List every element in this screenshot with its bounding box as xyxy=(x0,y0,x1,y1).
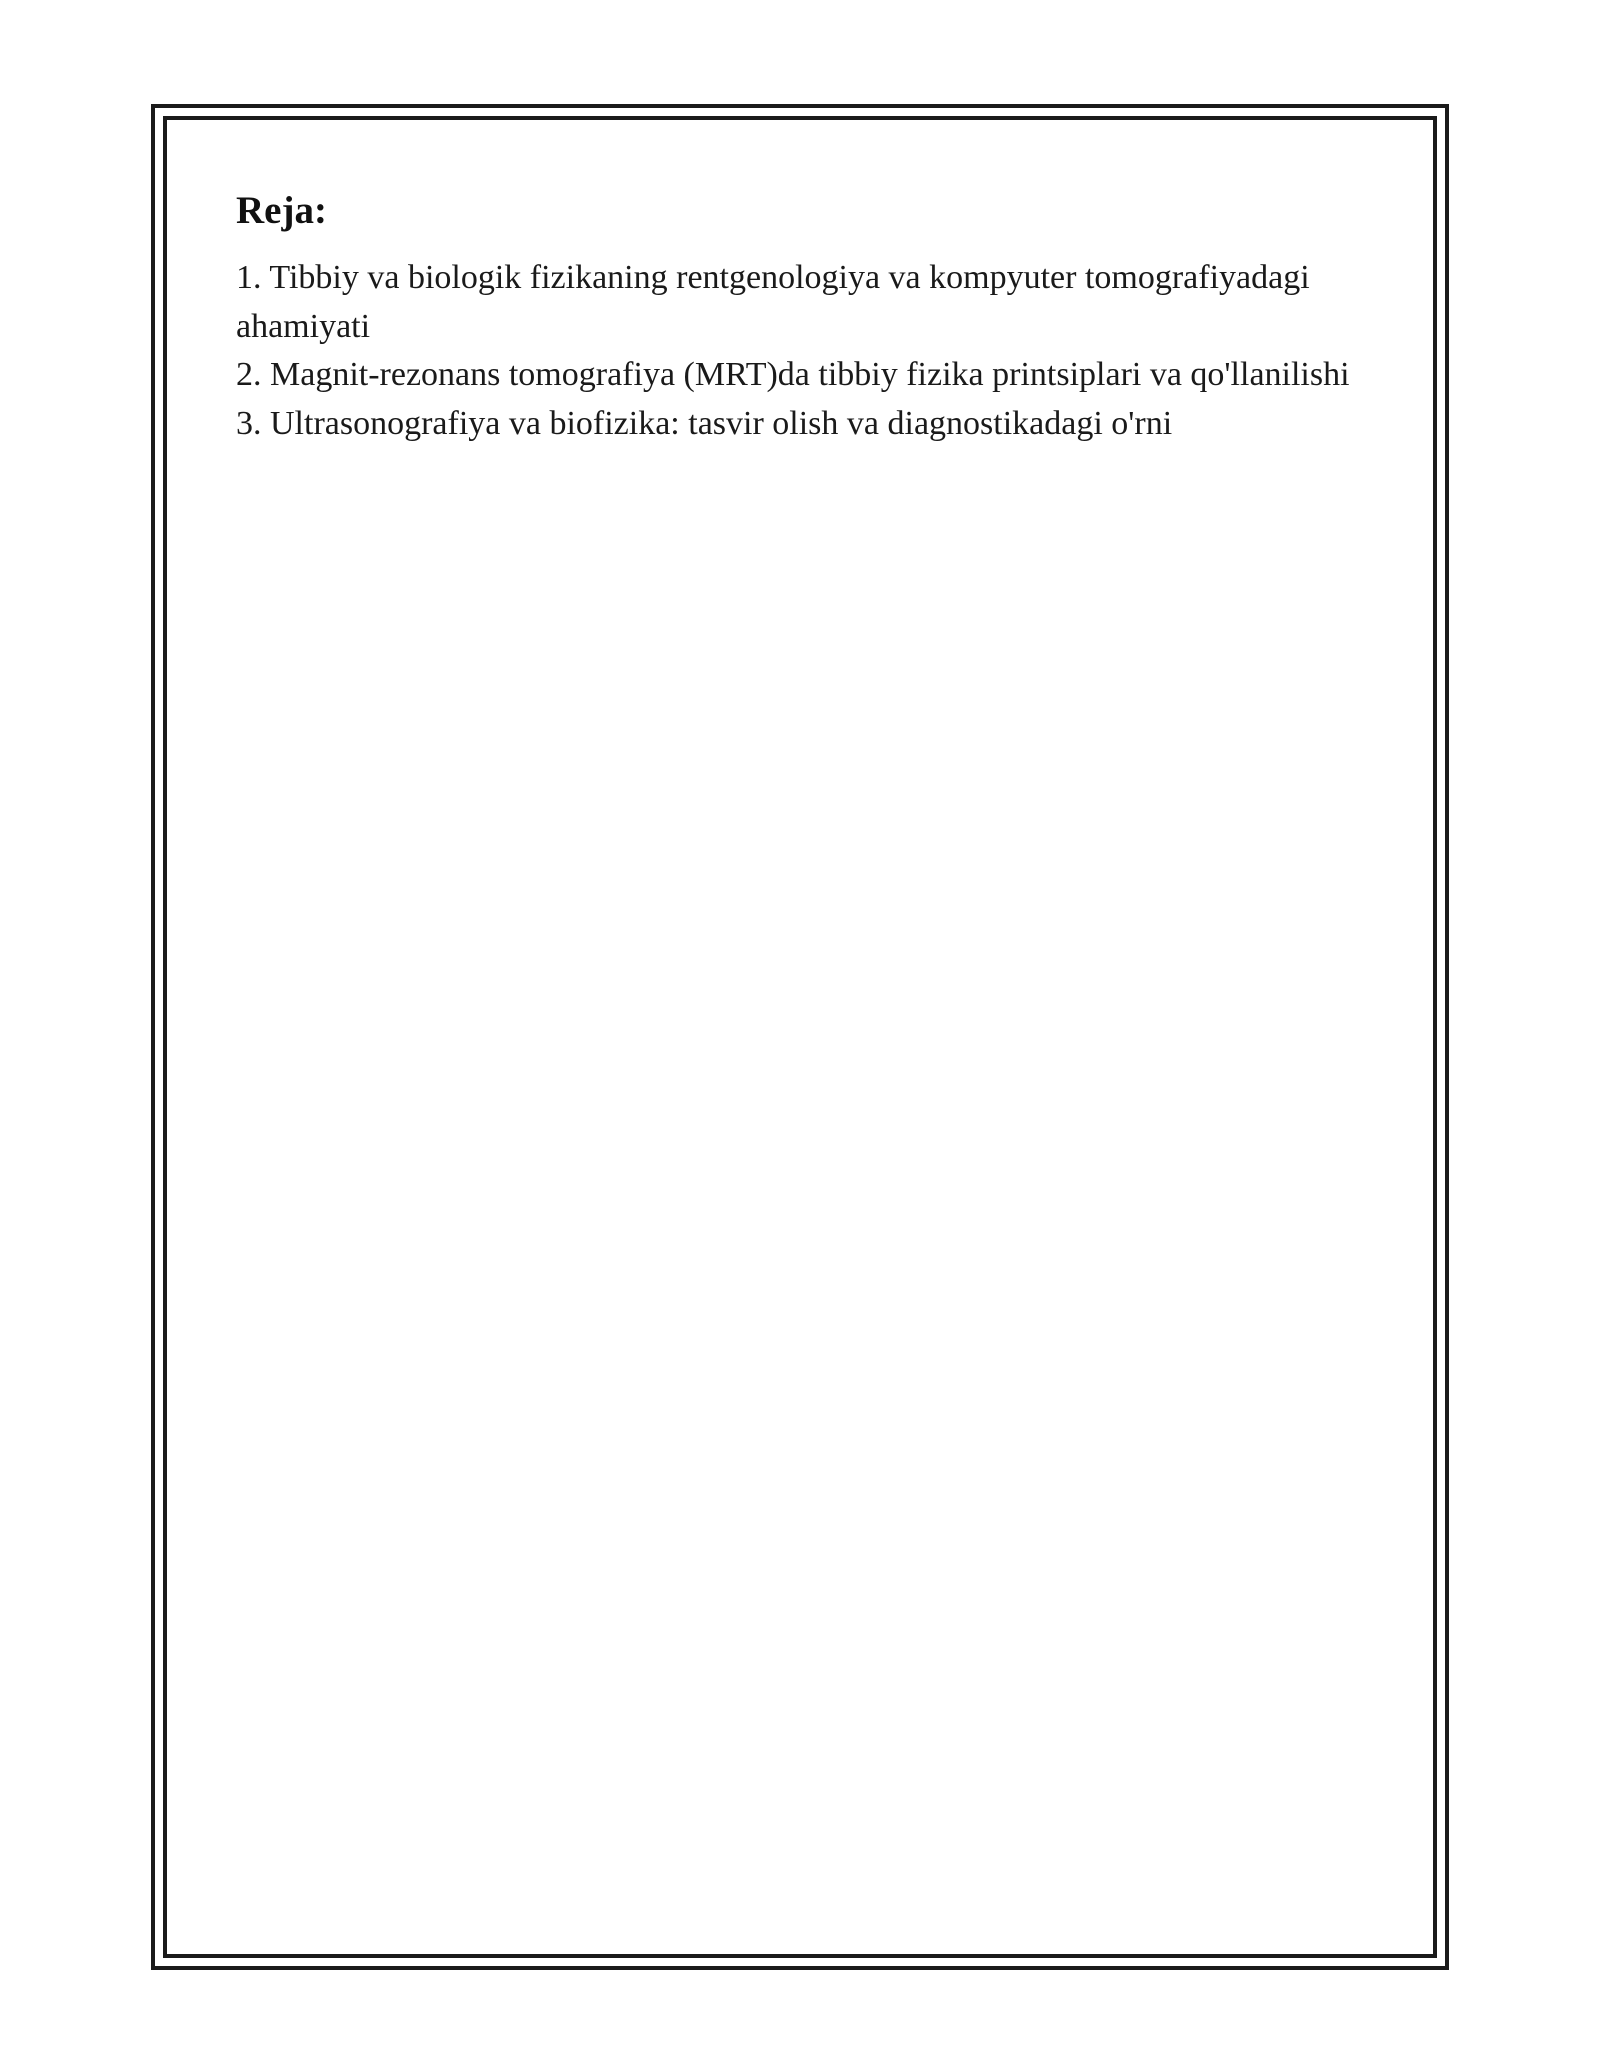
plan-heading: Reja: xyxy=(236,189,327,232)
plan-item-3: 3. Ultrasonografiya va biofizika: tasvir olish va diagnostikadagi o'rni xyxy=(236,404,1173,442)
page-content xyxy=(236,186,1356,448)
plan-item-2: 2. Magnit-rezonans tomografiya (MRT)da tibbiy fizika printsiplari va qo'llanilishi xyxy=(236,356,1350,393)
plan-item-1: 1. Tibbiy va biologik fizikaning rentgenologiya va kompyuter tomografiyadagi ahamiyati xyxy=(236,259,1310,345)
plan-list xyxy=(236,254,1356,448)
